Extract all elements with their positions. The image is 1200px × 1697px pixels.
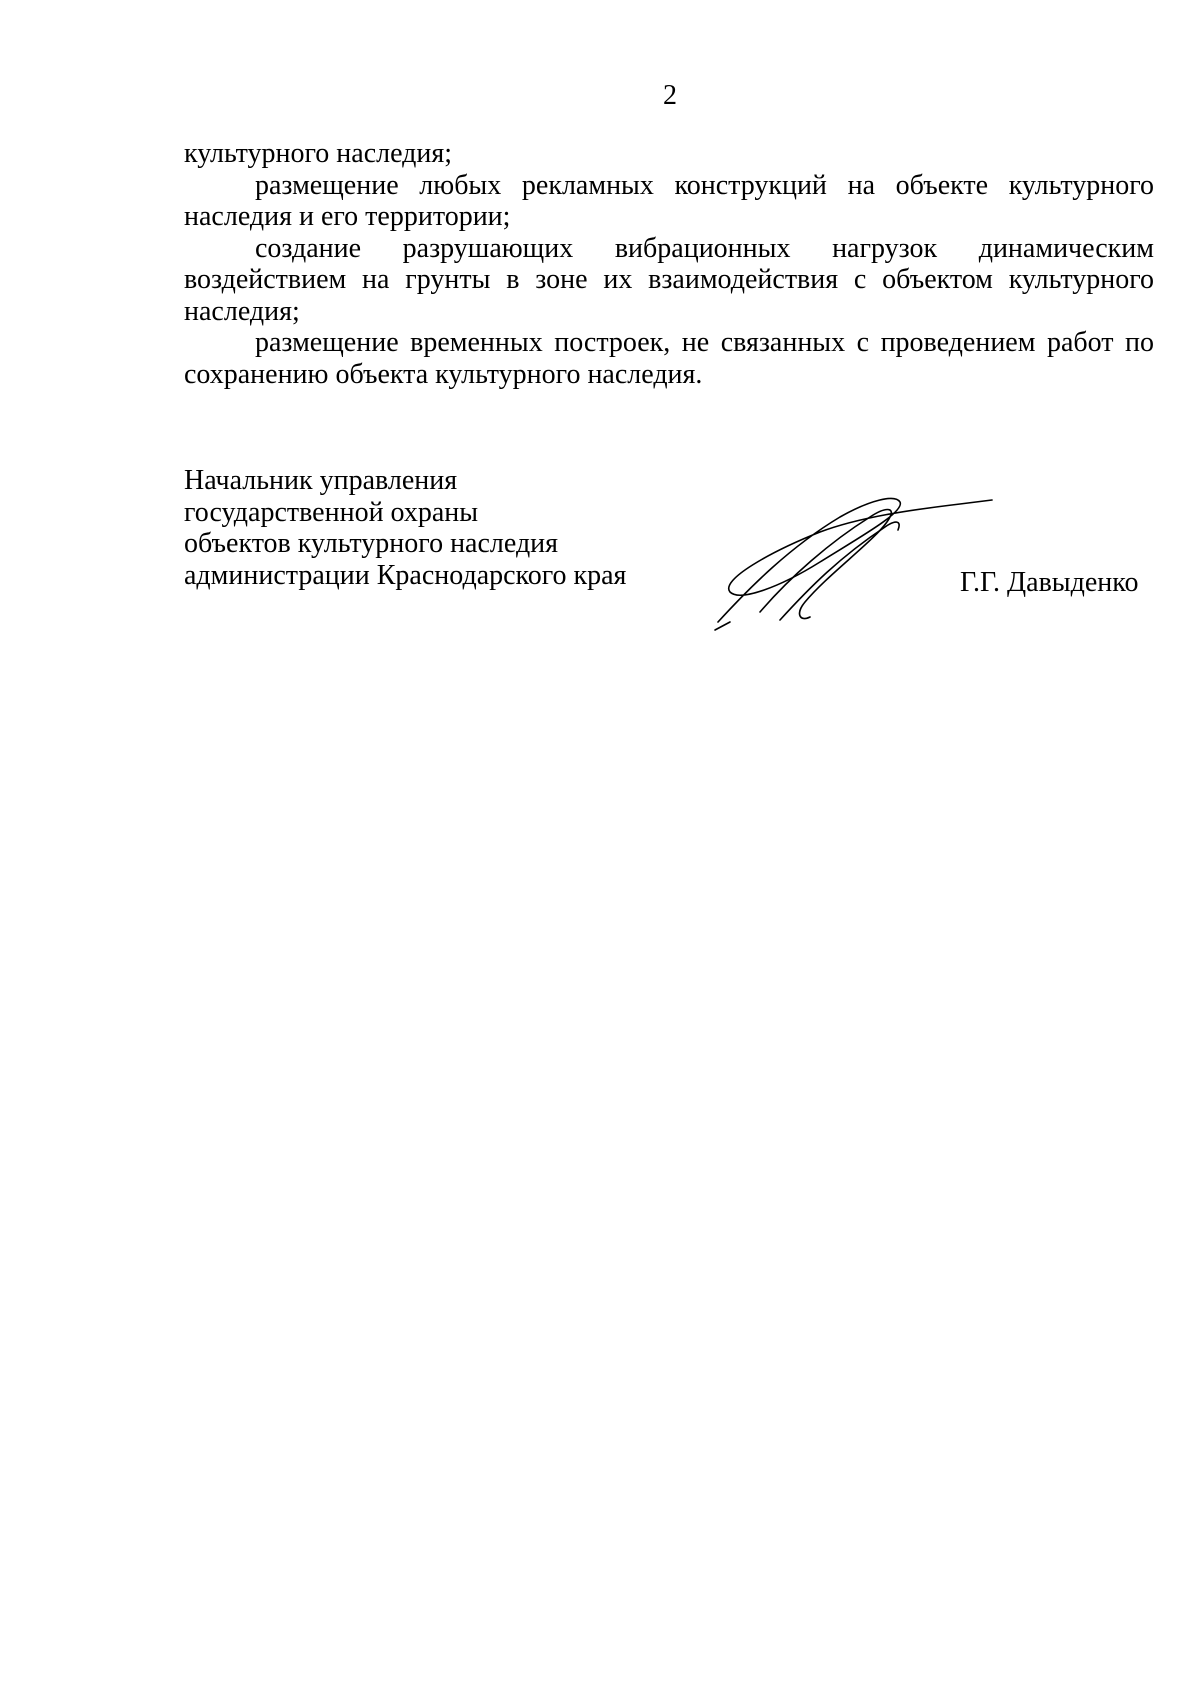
- signatory-position: [184, 465, 626, 591]
- page-number: 2: [663, 80, 677, 111]
- handwritten-signature: [710, 492, 1000, 632]
- paragraph-temporary-buildings: размещение временных построек, не связанных с проведением работ по сохранению объекта культурного наследия.: [184, 327, 1154, 390]
- position-line: администрации Краснодарского края: [184, 559, 627, 591]
- position-line: Начальник управления: [184, 465, 458, 496]
- document-body: [184, 138, 1154, 390]
- signer-name: Г.Г. Давыденко: [960, 567, 1139, 598]
- paragraph-vibration: создание разрушающих вибрационных нагрузок динамическим воздействием на грунты в зоне их взаимодействия с объектом культурного наследия;: [184, 232, 1154, 327]
- paragraph-advertising: размещение любых рекламных конструкций на объекте культурного наследия и его территории;: [184, 169, 1154, 232]
- position-line: государственной охраны: [184, 496, 479, 528]
- paragraph-continuation: культурного наследия;: [184, 138, 453, 169]
- position-line: объектов культурного наследия: [184, 528, 559, 559]
